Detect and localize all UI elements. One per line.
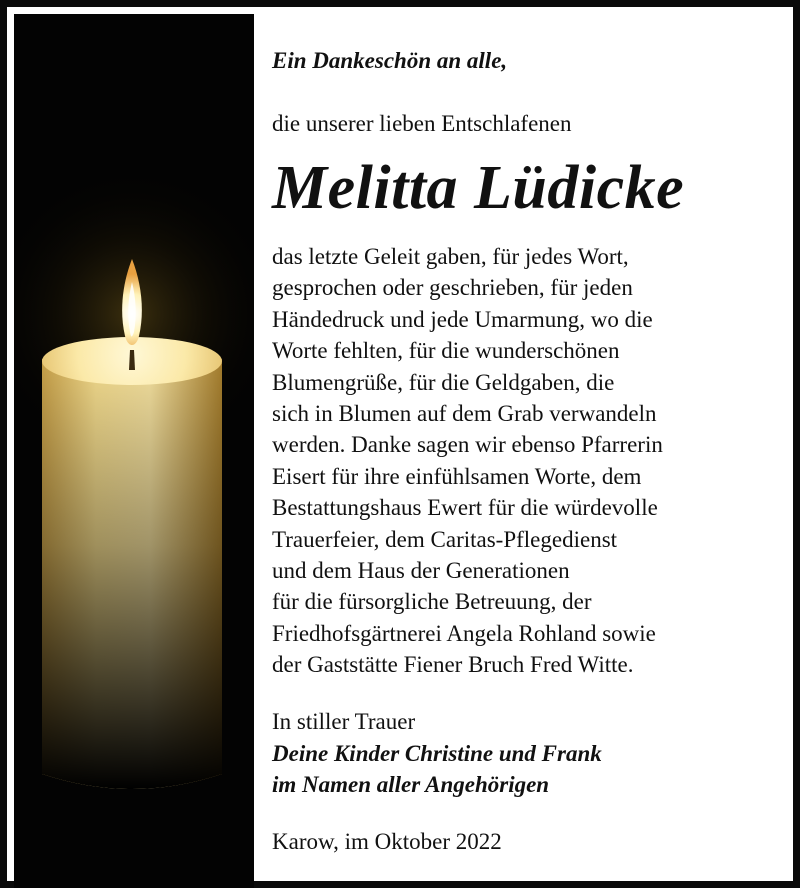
body-line: das letzte Geleit gaben, für jedes Wort, xyxy=(272,244,629,269)
thanks-paragraph xyxy=(272,241,663,681)
candle-photo xyxy=(14,14,254,888)
body-line: für die fürsorgliche Betreuung, der xyxy=(272,589,592,615)
greeting: Ein Dankeschön an alle, xyxy=(272,48,508,73)
body-line: sich in Blumen auf dem Grab verwandeln xyxy=(272,401,657,427)
body-line: werden. Danke sagen wir ebenso Pfarrerin xyxy=(272,432,663,458)
body-line: Trauerfeier, dem Caritas-Pflegedienst xyxy=(272,526,618,552)
body-line: Worte fehlten, für die wunderschönen xyxy=(272,338,620,364)
body-line: der Gaststätte Fiener Bruch Fred Witte. xyxy=(272,652,634,678)
closing-line: In stiller Trauer xyxy=(272,709,416,734)
body-line: gesprochen oder geschrieben, für jeden xyxy=(272,275,633,301)
body-line: Blumengrüße, für die Geldgaben, die xyxy=(272,369,615,395)
body-line: Bestattungshaus Ewert für die würdevolle xyxy=(272,495,658,521)
place-date: Karow, im Oktober 2022 xyxy=(272,829,502,854)
body-line: Eisert für ihre einfühlsamen Worte, dem xyxy=(272,463,642,489)
intro-line: die unserer lieben Entschlafenen xyxy=(272,111,572,136)
signer-line: im Namen aller Angehörigen xyxy=(272,772,550,797)
body-line: und dem Haus der Generationen xyxy=(272,558,570,584)
body-line: Händedruck und jede Umarmung, wo die xyxy=(272,306,653,332)
candle-icon xyxy=(14,14,254,888)
body-line: Friedhofsgärtnerei Angela Rohland sowie xyxy=(272,620,656,646)
signer-line: Deine Kinder Christine und Frank xyxy=(272,741,602,766)
deceased-name: Melitta Lüdicke xyxy=(272,154,685,222)
